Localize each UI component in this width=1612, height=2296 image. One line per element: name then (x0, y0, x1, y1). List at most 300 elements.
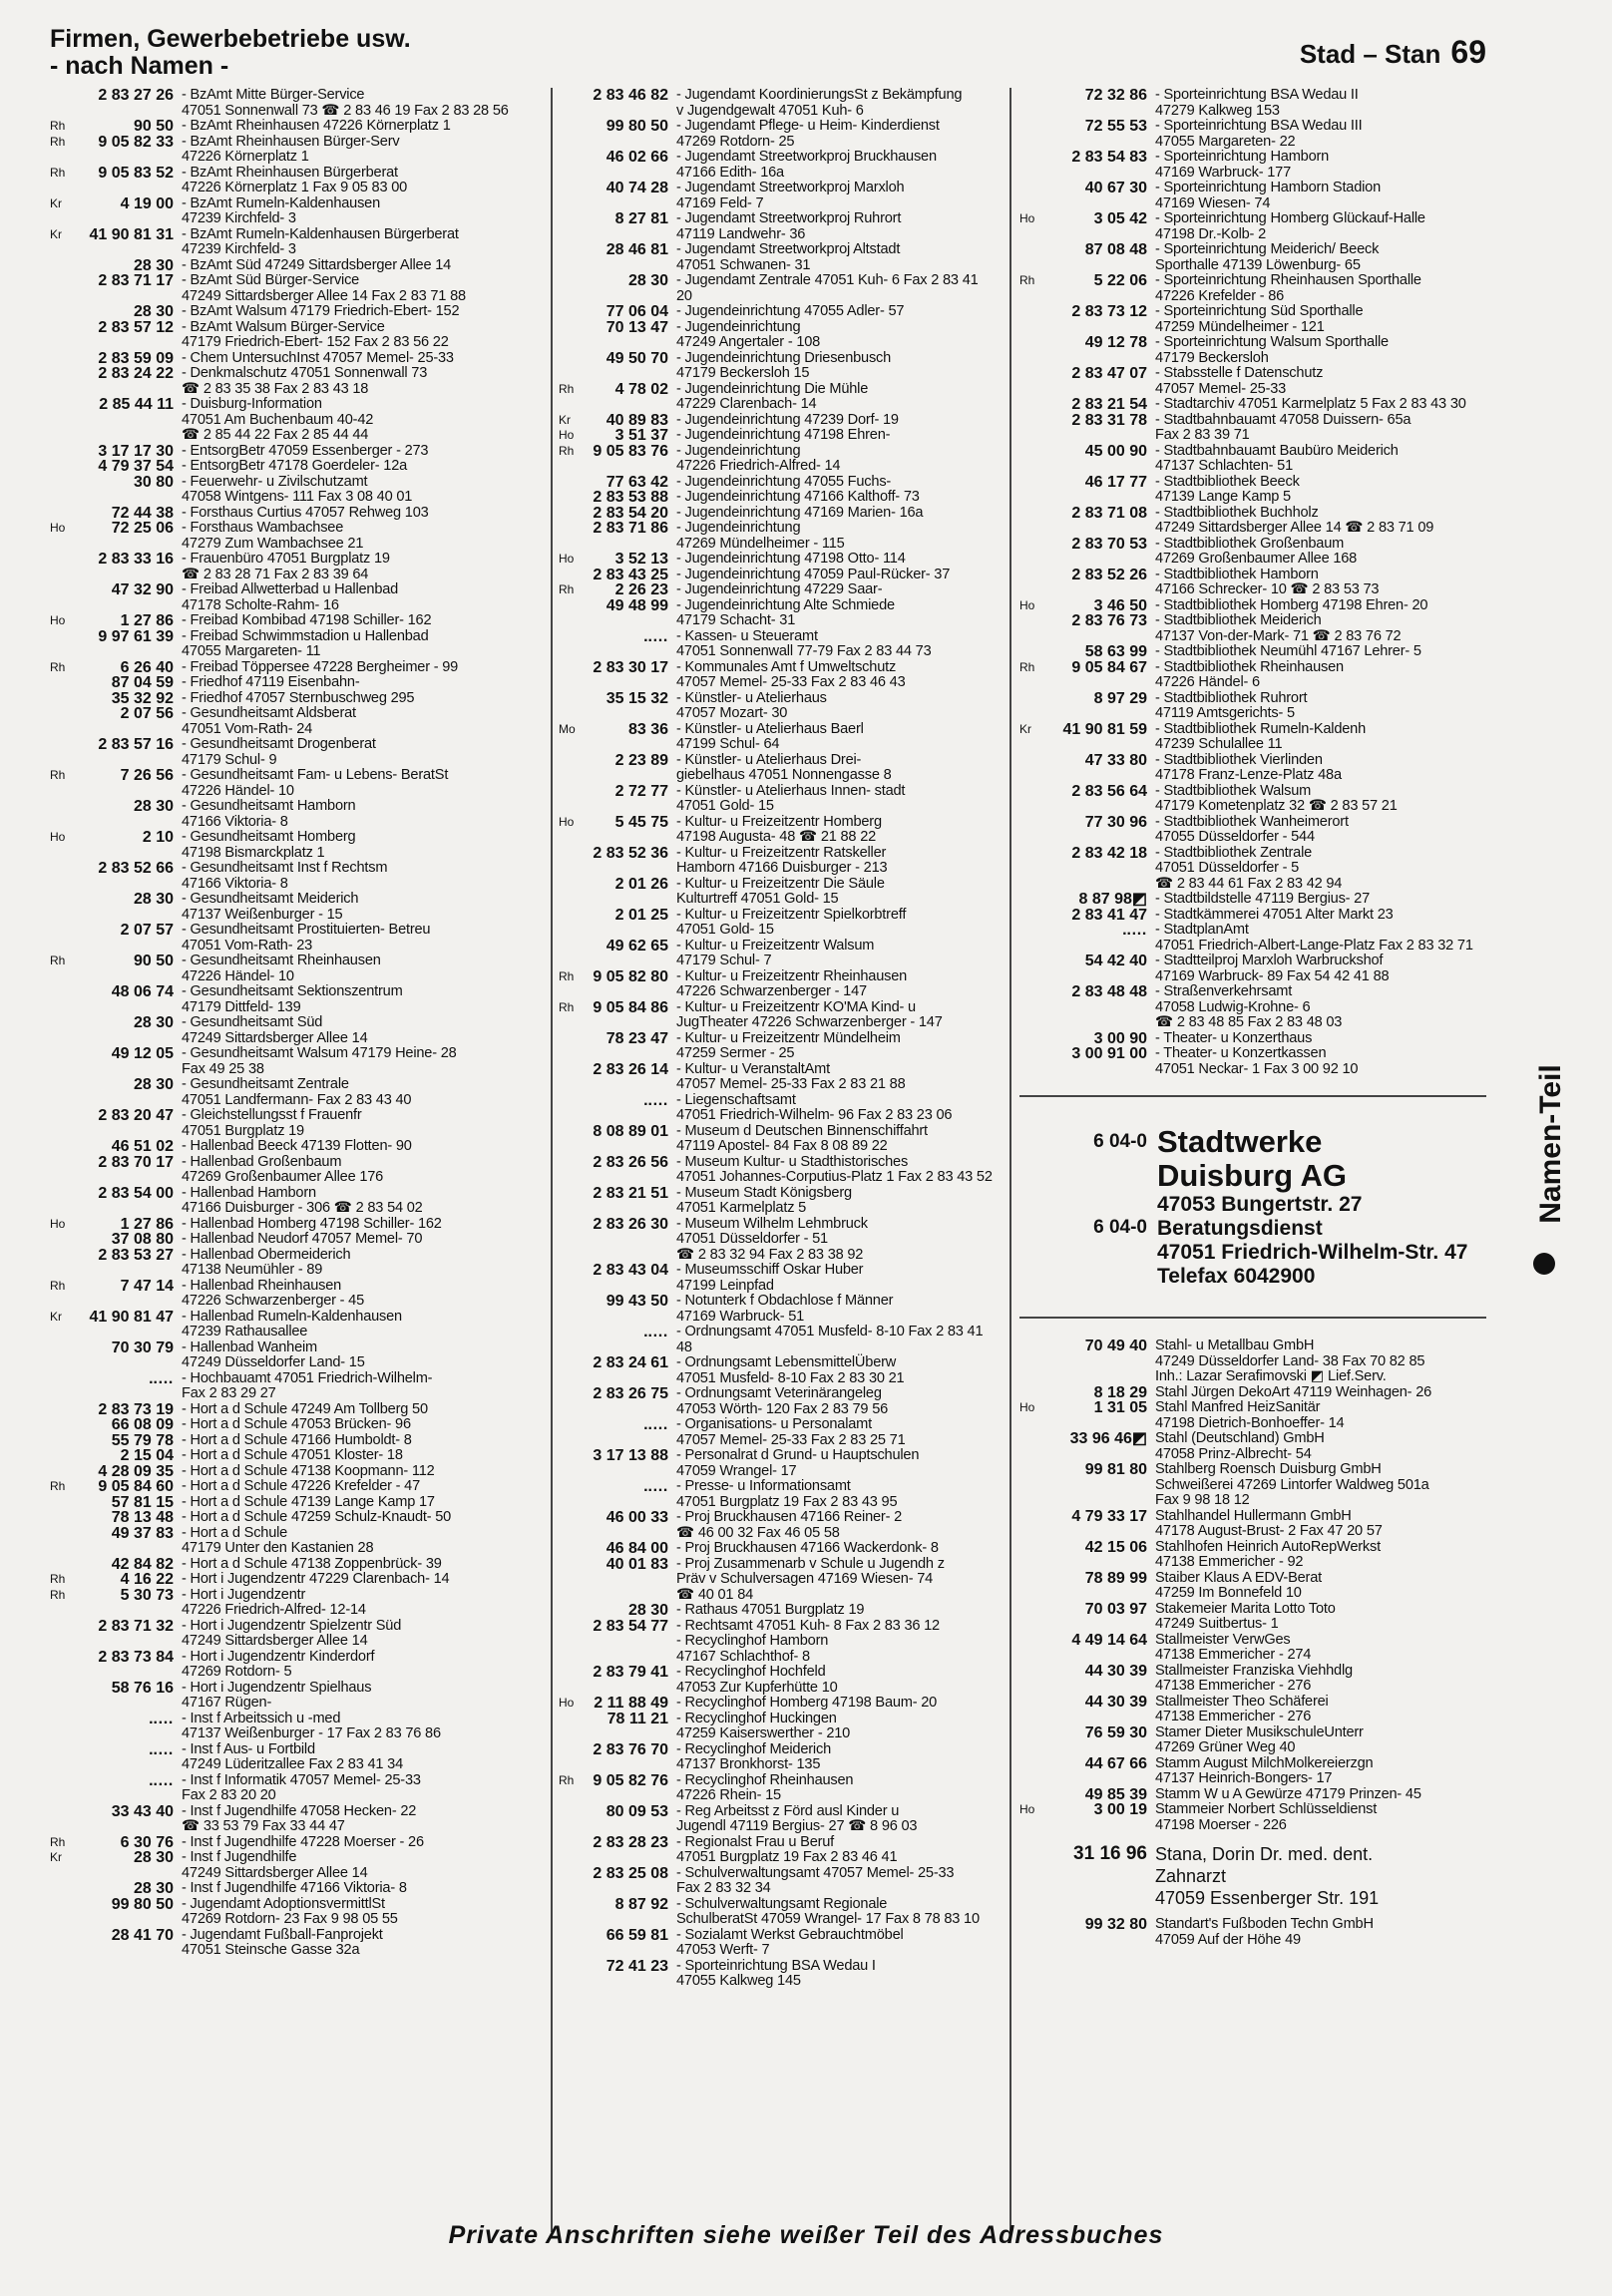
entry-text: - Kultur- u VeranstaltAmt 47057 Memel- 25-33 Fax 2 83 21 88 (676, 1060, 906, 1092)
entry-district (559, 211, 579, 242)
entry-district (1019, 1540, 1059, 1571)
entry-text: - Stadtbibliothek Ruhrort 47119 Amtsgerichts- 5 (1155, 689, 1308, 721)
listing-entry (1019, 1664, 1486, 1695)
entry-text: - Stadtteilproj Marxloh Warbruckshof 47169 Warbruck- 89 Fax 54 42 41 88 (1155, 953, 1390, 984)
entry-district (50, 861, 76, 892)
listing-entry (1019, 1031, 1486, 1047)
listing-entry (50, 1186, 549, 1217)
entry-text: - Jugendeinrichtung Driesenbusch 47179 Beckersloh 15 (676, 349, 892, 381)
entry-district (559, 1665, 579, 1696)
entry-phone: 2 83 25 08 (593, 1864, 668, 1882)
entry-district: Ho (50, 830, 66, 844)
entry-text: - Kultur- u Freizeitzentr Ratskeller Hamborn 47166 Duisburger - 213 (676, 844, 888, 876)
listing-entry (559, 1263, 998, 1294)
entry-district (559, 150, 579, 181)
entry-text: - Jugendeinrichtung 47249 Angertaler - 108 (676, 318, 821, 350)
entry-district (1019, 366, 1059, 397)
listing-entry (1019, 537, 1486, 568)
entry-district (50, 1015, 76, 1046)
listing-entry (1019, 1046, 1486, 1077)
entry-phone: 2 26 23 (614, 581, 668, 598)
entry-district (559, 490, 579, 506)
entry-phone: 35 15 32 (605, 689, 668, 707)
entry-phone: 72 41 23 (605, 1957, 668, 1975)
entry-phone: ..… (643, 1478, 668, 1495)
entry-text: - Friedhof 47057 Sternbuschweg 295 (182, 689, 415, 706)
entry-district (559, 1479, 579, 1510)
entry-phone: 2 83 57 16 (98, 736, 174, 753)
listing-entry (559, 475, 998, 491)
listing-entry (50, 273, 549, 304)
entry-phone: 2 83 76 70 (593, 1740, 668, 1758)
entry-phone: ..… (1122, 922, 1147, 939)
entry-phone: 70 03 97 (1084, 1600, 1147, 1618)
entry-text: - Jugendamt KoordinierungsSt z Bekämpfung v Jugendgewalt 47051 Kuh- 6 (676, 87, 963, 119)
entry-phone: 6 30 76 (120, 1833, 174, 1851)
listing-entry (50, 1619, 549, 1650)
entry-district (50, 1619, 76, 1650)
entry-phone: ..… (149, 1710, 174, 1727)
entry-district (50, 1371, 76, 1402)
listing-entry (559, 722, 998, 753)
entry-phone: 2 83 57 12 (98, 318, 174, 336)
entry-phone: 2 83 54 00 (98, 1184, 174, 1202)
entry-district (50, 1186, 76, 1217)
listing-entry (559, 629, 998, 660)
listing-entry (1019, 475, 1486, 506)
entry-text: - Sporteinrichtung Walsum Sporthalle 47179 Beckersloh (1155, 334, 1389, 366)
entry-text: - Sporteinrichtung Homberg Glückauf-Halle 47198 Dr.-Kolb- 2 (1155, 210, 1425, 242)
listing-entry (50, 135, 549, 166)
entry-text: - Hort a d Schule 47051 Kloster- 18 (182, 1447, 403, 1463)
entry-district (1019, 984, 1059, 1031)
header-line2: - nach Namen - (50, 52, 229, 80)
entry-text: - Hort a d Schule 47138 Koopmann- 112 (182, 1462, 435, 1479)
entry-phone: 2 72 77 (614, 782, 668, 800)
entry-district: Rh (50, 954, 66, 967)
entry-text: - EntsorgBetr 47178 Goerdeler- 12a (182, 458, 408, 474)
listing-entry (50, 320, 549, 351)
entry-phone: 40 89 83 (605, 411, 668, 429)
listing-entry (559, 181, 998, 211)
entry-text: - Kassen- u Steueramt 47051 Sonnenwall 77-79 Fax 2 83 44 73 (676, 627, 932, 659)
entry-district (50, 1742, 76, 1773)
entry-district (559, 1510, 579, 1541)
entry-district (559, 877, 579, 908)
entry-text: - Kultur- u Freizeitzentr Mündelheim 47259 Sermer - 25 (676, 1029, 901, 1061)
entry-phone: 2 83 43 04 (593, 1262, 668, 1279)
entry-district: Kr (50, 1309, 62, 1324)
entry-text: - Kultur- u Freizeitzentr Spielkorbtreff 47051 Gold- 15 (676, 906, 907, 938)
entry-text: - Freibad Töppersee 47228 Bergheimer - 99 (182, 658, 459, 675)
listing-entry (559, 1773, 998, 1804)
listing-entry (1019, 1431, 1486, 1462)
entry-district (559, 1155, 579, 1186)
entry-phone: 2 83 70 17 (98, 1153, 174, 1171)
entry-text: - Jugendeinrichtung 47055 Adler- 57 (676, 303, 905, 319)
listing-entry (559, 969, 998, 1000)
entry-district (50, 1340, 76, 1371)
listing-entry (559, 1031, 998, 1062)
entry-district: Rh (559, 443, 575, 458)
entry-phone: 70 13 47 (605, 318, 668, 336)
listing-entry (559, 660, 998, 691)
entry-text: - Museum Stadt Königsberg 47051 Karmelplatz 5 (676, 1184, 852, 1216)
entry-text: - Hallenbad Neudorf 47057 Memel- 70 (182, 1231, 423, 1247)
entry-district: Kr (1019, 721, 1031, 736)
listing-entry (559, 273, 998, 304)
entry-district (50, 1510, 76, 1526)
entry-district (1019, 1031, 1059, 1047)
listing-entry (50, 1681, 549, 1712)
entry-text: - BzAmt Rheinhausen 47226 Körnerplatz 1 (182, 118, 451, 134)
entry-district (50, 1077, 76, 1108)
entry-district (559, 691, 579, 722)
column-2 (559, 88, 998, 1990)
column-divider (1009, 88, 1011, 2232)
entry-district (1019, 119, 1059, 150)
listing-entry (559, 784, 998, 815)
entry-phone: 42 15 06 (1084, 1538, 1147, 1556)
entry-text: - Forsthaus Curtius 47057 Rehweg 103 (182, 504, 429, 521)
entry-district (1019, 506, 1059, 537)
listing-entry (559, 506, 998, 522)
column-3-bottom (1019, 1339, 1486, 1833)
entry-district (50, 1248, 76, 1279)
listing-entry (50, 691, 549, 707)
entry-text: - Hallenbad Großenbaum 47269 Großenbaumer Allee 176 (182, 1153, 384, 1185)
listing-entry (1019, 568, 1486, 598)
entry-text: - Recyclinghof Huckingen 47259 Kaiserswerther - 210 (676, 1710, 851, 1741)
entry-text: - Jugendeinrichtung 47198 Ehren- (676, 427, 891, 443)
entry-district: Kr (50, 1850, 62, 1864)
entry-phone: 8 87 98◩ (1078, 891, 1147, 908)
entry-phone: 9 05 84 67 (1071, 658, 1147, 676)
entry-phone: 77 30 96 (1084, 813, 1147, 831)
entry-phone: 99 32 80 (1084, 1916, 1147, 1933)
entry-phone: 2 83 71 17 (98, 272, 174, 289)
entry-phone: 28 30 (627, 1602, 668, 1619)
listing-entry (1019, 613, 1486, 644)
listing-entry (1019, 954, 1486, 984)
entry-district (1019, 444, 1059, 475)
entry-district (50, 273, 76, 304)
entry-text: - Hort a d Schule 47249 Am Tollberg 50 (182, 1400, 428, 1417)
listing-entry (50, 706, 549, 737)
entry-phone: 28 41 70 (111, 1926, 174, 1944)
listing-entry (559, 1897, 998, 1928)
entry-text: - Reg Arbeitsst z Förd ausl Kinder u Jugendl 47119 Bergius- 27 ☎ 8 96 03 (676, 1802, 918, 1834)
entry-district (1019, 88, 1059, 119)
entry-text: - Stadtbibliothek Neumühl 47167 Lehrer- 5 (1155, 643, 1421, 659)
listing-entry (1019, 753, 1486, 784)
listing-entry (1019, 1917, 1486, 1948)
entry-district (50, 1881, 76, 1897)
entry-text: - Rechtsamt 47051 Kuh- 8 Fax 2 83 36 12 - Recyclinghof Hamborn 47167 Schlachthof- 8 (676, 1617, 940, 1665)
listing-entry (1019, 908, 1486, 924)
entry-text: - Kultur- u Freizeitzentr Die Säule Kulturtreff 47051 Gold- 15 (676, 875, 885, 907)
entry-text: - Sporteinrichtung BSA Wedau I 47055 Kalkweg 145 (676, 1957, 876, 1989)
listing-entry (1019, 722, 1486, 753)
listing-entry (50, 521, 549, 552)
entry-district (1019, 892, 1059, 908)
entry-district (559, 506, 579, 522)
listing-entry (50, 1479, 549, 1495)
entry-district (559, 1062, 579, 1093)
entry-phone: 2 07 56 (120, 705, 174, 722)
entry-text: - Hallenbad Obermeiderich 47138 Neumühler - 89 (182, 1246, 351, 1278)
listing-entry (1019, 366, 1486, 397)
entry-text: - Stadtarchiv 47051 Karmelplatz 5 Fax 2 83 43 30 (1155, 396, 1466, 412)
entry-district (1019, 1509, 1059, 1540)
entry-text: Stahl Manfred HeizSanitär 47198 Dietrich-Bonhoeffer- 14 (1155, 1399, 1345, 1431)
listing-entry (559, 382, 998, 413)
entry-district (50, 892, 76, 923)
side-tab (1526, 1017, 1576, 1277)
entry-text: - Chem UntersuchInst 47057 Memel- 25-33 (182, 349, 454, 366)
entry-district (50, 1495, 76, 1511)
listing-entry (559, 1742, 998, 1773)
entry-text: - Presse- u Informationsamt 47051 Burgplatz 19 Fax 2 83 43 95 (676, 1478, 898, 1510)
entry-phone: 28 46 81 (605, 241, 668, 258)
entry-district (1019, 954, 1059, 984)
listing-entry (559, 1217, 998, 1264)
listing-entry (559, 568, 998, 583)
listing-entry (1019, 242, 1486, 273)
entry-text: Stallmeister Franziska Viehhdlg 47138 Emmericher - 276 (1155, 1662, 1353, 1694)
entry-phone: 9 05 84 60 (98, 1478, 174, 1495)
entry-phone: 46 00 33 (605, 1509, 668, 1526)
entry-text: - Liegenschaftsamt 47051 Friedrich-Wilhelm- 96 Fax 2 83 23 06 (676, 1091, 953, 1123)
entry-phone: 3 51 37 (614, 427, 668, 444)
entry-phone: 78 23 47 (605, 1029, 668, 1047)
entry-phone: 77 63 42 (605, 473, 668, 491)
entry-district (1019, 784, 1059, 815)
entry-district: Ho (50, 521, 66, 535)
entry-text: - StadtplanAmt 47051 Friedrich-Albert-Lange-Platz Fax 2 83 32 71 (1155, 922, 1473, 954)
entry-district: Rh (559, 1772, 575, 1787)
entry-district (559, 1541, 579, 1557)
listing-entry (50, 830, 549, 861)
entry-text: - Museum Kultur- u Stadthistorisches 47051 Johannes-Corputius-Platz 1 Fax 2 83 43 52 (676, 1153, 993, 1185)
entry-district (559, 320, 579, 351)
entry-text: - Gesundheitsamt Süd 47249 Sittardsberger Allee 14 (182, 1014, 368, 1046)
listing-entry (1019, 1633, 1486, 1664)
entry-phone: 76 59 30 (1084, 1723, 1147, 1741)
listing-entry (1019, 892, 1486, 908)
entry-text: - Sporteinrichtung Hamborn Stadion 47169 Wiesen- 74 (1155, 180, 1382, 211)
entry-phone: 4 79 37 54 (98, 458, 174, 475)
entry-district (50, 88, 76, 119)
listing-entry (50, 1310, 549, 1340)
listing-entry (50, 1077, 549, 1108)
entry-district (559, 908, 579, 939)
entry-phone: 99 81 80 (1084, 1461, 1147, 1478)
separator (1019, 1095, 1486, 1097)
entry-district (559, 1448, 579, 1479)
listing-entry (559, 1928, 998, 1959)
entry-phone: 2 83 28 23 (593, 1833, 668, 1851)
entry-text: - Ordnungsamt LebensmittelÜberw 47051 Musfeld- 8-10 Fax 2 83 30 21 (676, 1354, 905, 1386)
entry-text: - Stadtbibliothek Beeck 47139 Lange Kamp 5 (1155, 473, 1300, 505)
entry-text: Stallmeister Theo Schäferei 47138 Emmericher - 276 (1155, 1693, 1329, 1724)
entry-text: - Inst f Jugendhilfe 47228 Moerser - 26 (182, 1833, 424, 1850)
entry-phone: 41 90 81 31 (89, 225, 174, 243)
entry-phone: 58 63 99 (1084, 643, 1147, 660)
listing-entry (1019, 181, 1486, 211)
entry-text: - Sporteinrichtung BSA Wedau II 47279 Kalkweg 153 (1155, 87, 1359, 119)
entry-text: - BzAmt Rumeln-Kaldenhausen Bürgerberat 47239 Kirchfeld- 3 (182, 225, 459, 257)
entry-text: - Jugendamt Streetworkproj Bruckhausen 47166 Edith- 16a (676, 149, 937, 181)
entry-district (50, 706, 76, 737)
entry-text: - Freibad Kombibad 47198 Schiller- 162 (182, 612, 432, 628)
header-line1: Firmen, Gewerbebetriebe usw. (50, 25, 411, 53)
entry-phone (1059, 1369, 1155, 1385)
entry-text: - Gesundheitsamt Meiderich 47137 Weißenburger - 15 (182, 891, 359, 923)
listing-entry (50, 1928, 549, 1959)
entry-phone: 7 47 14 (120, 1277, 174, 1295)
listing-entry (559, 304, 998, 320)
entry-phone: 7 26 56 (120, 767, 174, 784)
listing-entry (50, 1850, 549, 1881)
entry-district (50, 582, 76, 613)
entry-text: - Hallenbad Wanheim 47249 Düsseldorfer Land- 15 (182, 1339, 365, 1370)
entry-district (1019, 150, 1059, 181)
entry-text: - Proj Bruckhausen 47166 Wackerdonk- 8 (676, 1540, 939, 1556)
entry-district (559, 1217, 579, 1264)
entry-district (559, 1619, 579, 1666)
entry-text: - Recyclinghof Hochfeld 47053 Zur Kupferhütte 10 (676, 1664, 838, 1696)
entry-phone: 46 17 77 (1084, 473, 1147, 491)
entry-text: - Inst f Jugendhilfe 47166 Viktoria- 8 (182, 1880, 407, 1896)
entry-district (1019, 613, 1059, 644)
entry-district: Rh (1019, 273, 1035, 287)
listing-entry (559, 552, 998, 568)
entry-district (1019, 923, 1059, 954)
entry-district (559, 1031, 579, 1062)
entry-text: - BzAmt Rheinhausen Bürger-Serv 47226 Körnerplatz 1 (182, 133, 400, 165)
entry-district (1019, 242, 1059, 273)
entry-text: - Jugendeinrichtung 47198 Otto- 114 (676, 551, 906, 567)
entry-text: - Gesundheitsamt Sektionszentrum 47179 Dittfeld- 139 (182, 983, 403, 1015)
listing-entry (559, 1712, 998, 1742)
entry-district (1019, 1664, 1059, 1695)
entry-district (559, 1835, 579, 1866)
listing-entry (50, 1526, 549, 1557)
entry-text: - Museumsschiff Oskar Huber 47199 Leinpfad (676, 1262, 864, 1294)
entry-text: - Inst f Jugendhilfe 47249 Sittardsberger Allee 14 (182, 1849, 368, 1881)
listing-entry (559, 1665, 998, 1696)
listing-entry (559, 1510, 998, 1541)
entry-phone: 4 16 22 (120, 1571, 174, 1588)
entry-district: Kr (50, 226, 62, 241)
entry-text: - Gesundheitsamt Drogenberat 47179 Schul- 9 (182, 736, 376, 768)
entry-phone: 49 62 65 (605, 937, 668, 955)
entry-district (559, 1603, 579, 1619)
entry-phone: 2 07 57 (120, 922, 174, 939)
listing-entry (50, 552, 549, 582)
listing-entry (50, 1557, 549, 1573)
entry-phone: 40 74 28 (605, 180, 668, 196)
entry-text: Staiber Klaus A EDV-Berat 47259 Im Bonnefeld 10 (1155, 1569, 1322, 1601)
listing-entry (50, 660, 549, 676)
entry-text: - BzAmt Walsum Bürger-Service 47179 Friedrich-Ebert- 152 Fax 2 83 56 22 (182, 318, 449, 350)
listing-entry (50, 799, 549, 830)
entry-district (50, 1139, 76, 1155)
listing-entry (1019, 150, 1486, 181)
entry-phone: 99 43 50 (605, 1293, 668, 1310)
entry-text: Stahl Jürgen DekoArt 47119 Weinhagen- 26 (1155, 1383, 1432, 1400)
stana-number: 31 16 96 (1073, 1843, 1147, 1864)
ad-address-2: 47051 Friedrich-Wilhelm-Str. 47 (1157, 1241, 1468, 1264)
entry-text: - Gesundheitsamt Inst f Rechtsm 47166 Viktoria- 8 (182, 860, 388, 892)
entry-phone: 44 30 39 (1084, 1693, 1147, 1711)
entry-district (50, 1712, 76, 1742)
entry-text: - Kultur- u Freizeitzentr Walsum 47179 Schul- 7 (676, 937, 875, 968)
entry-text: - BzAmt Walsum 47179 Friedrich-Ebert- 152 (182, 303, 460, 319)
entry-district (559, 1866, 579, 1897)
entry-district (1019, 181, 1059, 211)
entry-district (50, 984, 76, 1015)
listing-entry (1019, 1509, 1486, 1540)
entry-district (50, 1526, 76, 1557)
entry-district (1019, 846, 1059, 893)
entry-text: - Jugendamt Fußball-Fanprojekt 47051 Steinsche Gasse 32a (182, 1926, 383, 1958)
entry-district (1019, 1602, 1059, 1633)
entry-phone: 2 83 71 08 (1071, 504, 1147, 522)
bullet-dot-icon (1533, 1253, 1555, 1275)
entry-phone: 2 83 42 18 (1071, 844, 1147, 862)
listing-entry (1019, 413, 1486, 444)
entry-district (559, 521, 579, 552)
entry-phone: 28 30 (133, 891, 174, 908)
entry-phone: 90 50 (133, 953, 174, 969)
entry-phone: 3 00 90 (1093, 1029, 1147, 1047)
entry-text: - Notunterk f Obdachlose f Männer 47169 Warbruck- 51 (676, 1293, 894, 1325)
listing-entry (559, 1448, 998, 1479)
entry-text: - Hallenbad Hamborn 47166 Duisburger - 306 ☎ 2 83 54 02 (182, 1184, 423, 1216)
entry-phone: 28 30 (133, 1014, 174, 1031)
entry-text: - Stadtbibliothek Buchholz 47249 Sittardsberger Allee 14 ☎ 2 83 71 09 (1155, 504, 1434, 536)
entry-phone: 3 00 91 00 (1071, 1045, 1147, 1062)
entry-district (50, 629, 76, 660)
entry-phone: 33 96 46◩ (1069, 1430, 1147, 1447)
listing-entry (559, 1603, 998, 1619)
entry-district (1019, 475, 1059, 506)
entry-district (1019, 1756, 1059, 1787)
entry-district (559, 1355, 579, 1386)
entry-text: - Museum d Deutschen Binnenschiffahrt 47119 Apostel- 84 Fax 8 08 89 22 (676, 1122, 928, 1154)
listing-entry (559, 211, 998, 242)
entry-district: Ho (1019, 1400, 1035, 1414)
entry-phone: ..… (643, 1416, 668, 1433)
column-3 (1019, 88, 1486, 1948)
entry-phone: 28 30 (627, 272, 668, 289)
entry-district (50, 1650, 76, 1681)
entry-phone: 49 50 70 (605, 349, 668, 367)
entry-text: - Stadtbibliothek Meiderich 47137 Von-der-Mark- 71 ☎ 2 83 76 72 (1155, 612, 1402, 644)
entry-district: Ho (50, 1216, 66, 1231)
entry-district (1019, 908, 1059, 924)
listing-entry (559, 1386, 998, 1417)
entry-phone: 70 49 40 (1084, 1338, 1147, 1354)
entry-phone: 9 05 83 52 (98, 164, 174, 182)
entry-phone: 2 83 26 56 (593, 1153, 668, 1171)
entry-text: - Museum Wilhelm Lehmbruck 47051 Düsseldorfer - 51 ☎ 2 83 32 94 Fax 2 83 38 92 (676, 1215, 868, 1263)
entry-district: Ho (559, 428, 575, 442)
entry-text: - Künstler- u Atelierhaus 47057 Mozart- 30 (676, 689, 827, 721)
entry-district (50, 459, 76, 475)
